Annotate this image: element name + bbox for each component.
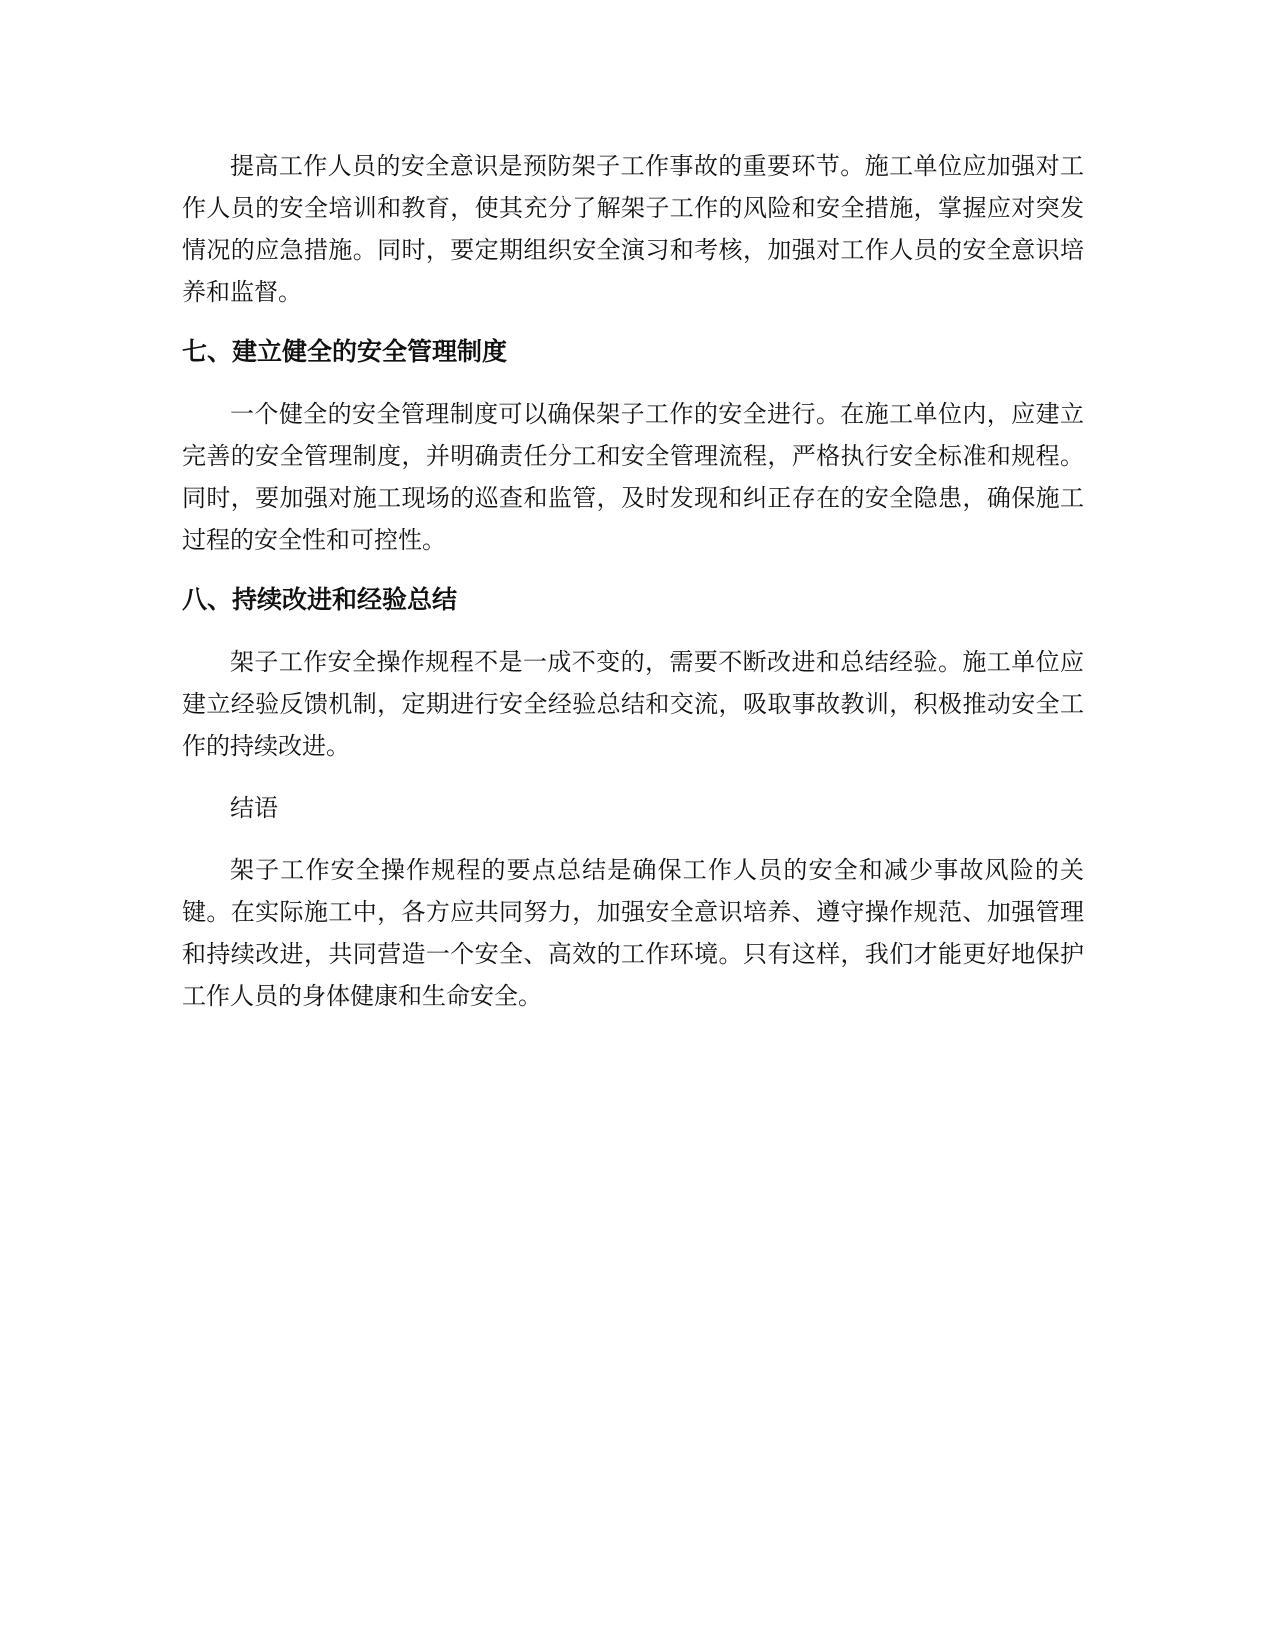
section-heading-8: 八、持续改进和经验总结 (182, 585, 458, 614)
paragraph-safety-awareness: 提高工作人员的安全意识是预防架子工作事故的重要环节。施工单位应加强对工作人员的安全培训和教育，使其充分了解架子工作的风险和安全措施，掌握应对突发情况的应急措施。同时，要定期组织安全演习和考核，加强对工作人员的安全意识培养和监督。 (182, 152, 1084, 306)
paragraph-management-system: 一个健全的安全管理制度可以确保架子工作的安全进行。在施工单位内，应建立完善的安全管理制度，并明确责任分工和安全管理流程，严格执行安全标准和规程。同时，要加强对施工现场的巡查和监管，及时发现和纠正存在的安全隐患，确保施工过程的安全性和可控性。 (182, 400, 1084, 554)
paragraph-conclusion: 架子工作安全操作规程的要点总结是确保工作人员的安全和减少事故风险的关键。在实际施工中，各方应共同努力，加强安全意识培养、遵守操作规范、加强管理和持续改进，共同营造一个安全、高效的工作环境。只有这样，我们才能更好地保护工作人员的身体健康和生命安全。 (182, 856, 1084, 1010)
paragraph-continuous-improvement: 架子工作安全操作规程不是一成不变的，需要不断改进和总结经验。施工单位应建立经验反馈机制，定期进行安全经验总结和交流，吸取事故教训，积极推动安全工作的持续改进。 (182, 648, 1084, 760)
section-heading-7: 七、建立健全的安全管理制度 (182, 337, 508, 366)
document-body (182, 145, 1084, 1017)
conclusion-label: 结语 (230, 794, 278, 822)
